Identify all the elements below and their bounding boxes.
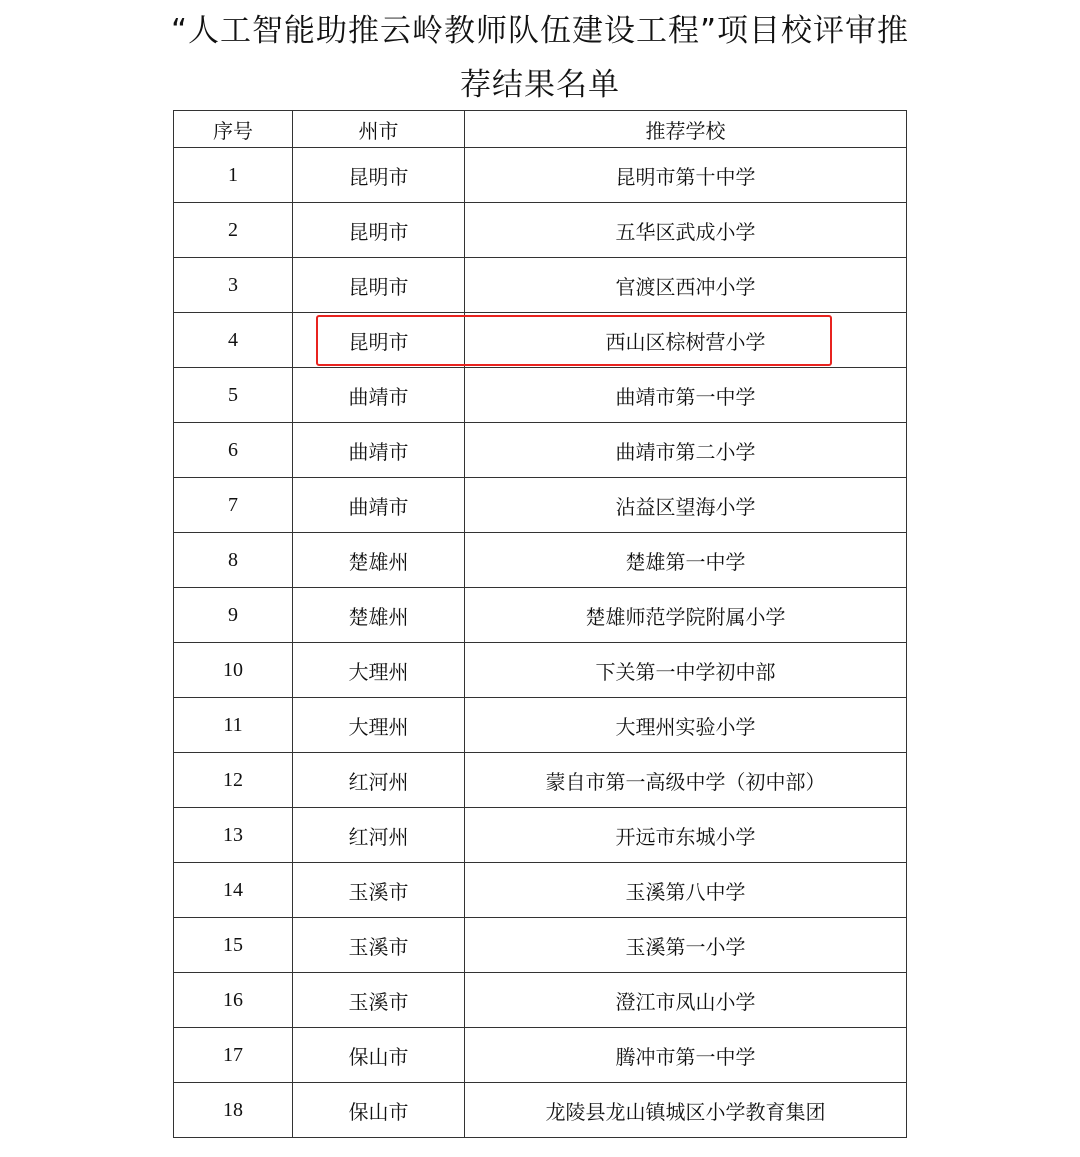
row-school: 蒙自市第一高级中学（初中部） bbox=[465, 753, 907, 808]
row-number: 2 bbox=[174, 203, 293, 258]
row-city: 保山市 bbox=[293, 1028, 465, 1083]
row-city: 昆明市 bbox=[293, 258, 465, 313]
table-row bbox=[174, 423, 907, 478]
row-city: 玉溪市 bbox=[293, 863, 465, 918]
header-number: 序号 bbox=[174, 111, 293, 148]
row-city: 大理州 bbox=[293, 698, 465, 753]
row-number: 9 bbox=[174, 588, 293, 643]
row-number: 3 bbox=[174, 258, 293, 313]
row-school: 西山区棕树营小学 bbox=[465, 313, 907, 368]
row-number: 1 bbox=[174, 148, 293, 203]
row-school: 楚雄师范学院附属小学 bbox=[465, 588, 907, 643]
table-row-highlighted bbox=[174, 313, 907, 368]
row-number: 4 bbox=[174, 313, 293, 368]
row-school: 楚雄第一中学 bbox=[465, 533, 907, 588]
table-row bbox=[174, 698, 907, 753]
row-city: 玉溪市 bbox=[293, 973, 465, 1028]
table-row bbox=[174, 478, 907, 533]
row-city: 昆明市 bbox=[293, 313, 465, 368]
row-school: 昆明市第十中学 bbox=[465, 148, 907, 203]
row-number: 12 bbox=[174, 753, 293, 808]
table-row bbox=[174, 808, 907, 863]
row-school: 官渡区西冲小学 bbox=[465, 258, 907, 313]
row-school: 大理州实验小学 bbox=[465, 698, 907, 753]
row-city: 大理州 bbox=[293, 643, 465, 698]
table-row bbox=[174, 643, 907, 698]
table-row bbox=[174, 258, 907, 313]
row-city: 红河州 bbox=[293, 753, 465, 808]
row-number: 13 bbox=[174, 808, 293, 863]
row-city: 楚雄州 bbox=[293, 533, 465, 588]
table-row bbox=[174, 588, 907, 643]
row-number: 16 bbox=[174, 973, 293, 1028]
recommendation-results-table bbox=[173, 110, 907, 1138]
row-school: 曲靖市第一中学 bbox=[465, 368, 907, 423]
row-number: 17 bbox=[174, 1028, 293, 1083]
row-number: 11 bbox=[174, 698, 293, 753]
row-city: 昆明市 bbox=[293, 148, 465, 203]
table-row bbox=[174, 1083, 907, 1138]
row-city: 昆明市 bbox=[293, 203, 465, 258]
row-number: 18 bbox=[174, 1083, 293, 1138]
row-city: 曲靖市 bbox=[293, 478, 465, 533]
row-city: 保山市 bbox=[293, 1083, 465, 1138]
row-number: 15 bbox=[174, 918, 293, 973]
row-school: 下关第一中学初中部 bbox=[465, 643, 907, 698]
table-row bbox=[174, 203, 907, 258]
row-school: 开远市东城小学 bbox=[465, 808, 907, 863]
row-school: 曲靖市第二小学 bbox=[465, 423, 907, 478]
table-row bbox=[174, 863, 907, 918]
title-line-1: “人工智能助推云岭教师队伍建设工程”项目校评审推 bbox=[170, 13, 910, 49]
row-number: 5 bbox=[174, 368, 293, 423]
header-city: 州市 bbox=[293, 111, 465, 148]
table-row bbox=[174, 1028, 907, 1083]
row-school: 五华区武成小学 bbox=[465, 203, 907, 258]
row-city: 曲靖市 bbox=[293, 423, 465, 478]
table-row bbox=[174, 973, 907, 1028]
row-school: 玉溪第八中学 bbox=[465, 863, 907, 918]
row-city: 楚雄州 bbox=[293, 588, 465, 643]
title-line-2: 荐结果名单 bbox=[460, 67, 620, 103]
table-row bbox=[174, 368, 907, 423]
row-school: 腾冲市第一中学 bbox=[465, 1028, 907, 1083]
table-row bbox=[174, 533, 907, 588]
table-row bbox=[174, 918, 907, 973]
row-city: 红河州 bbox=[293, 808, 465, 863]
header-school: 推荐学校 bbox=[465, 111, 907, 148]
table-row bbox=[174, 148, 907, 203]
table-header-row bbox=[174, 111, 907, 148]
row-school: 玉溪第一小学 bbox=[465, 918, 907, 973]
row-number: 14 bbox=[174, 863, 293, 918]
row-school: 澄江市凤山小学 bbox=[465, 973, 907, 1028]
table-row bbox=[174, 753, 907, 808]
row-city: 玉溪市 bbox=[293, 918, 465, 973]
row-school: 龙陵县龙山镇城区小学教育集团 bbox=[465, 1083, 907, 1138]
row-number: 7 bbox=[174, 478, 293, 533]
document-title bbox=[60, 4, 1020, 112]
row-number: 6 bbox=[174, 423, 293, 478]
row-city: 曲靖市 bbox=[293, 368, 465, 423]
row-number: 10 bbox=[174, 643, 293, 698]
row-school: 沾益区望海小学 bbox=[465, 478, 907, 533]
row-number: 8 bbox=[174, 533, 293, 588]
